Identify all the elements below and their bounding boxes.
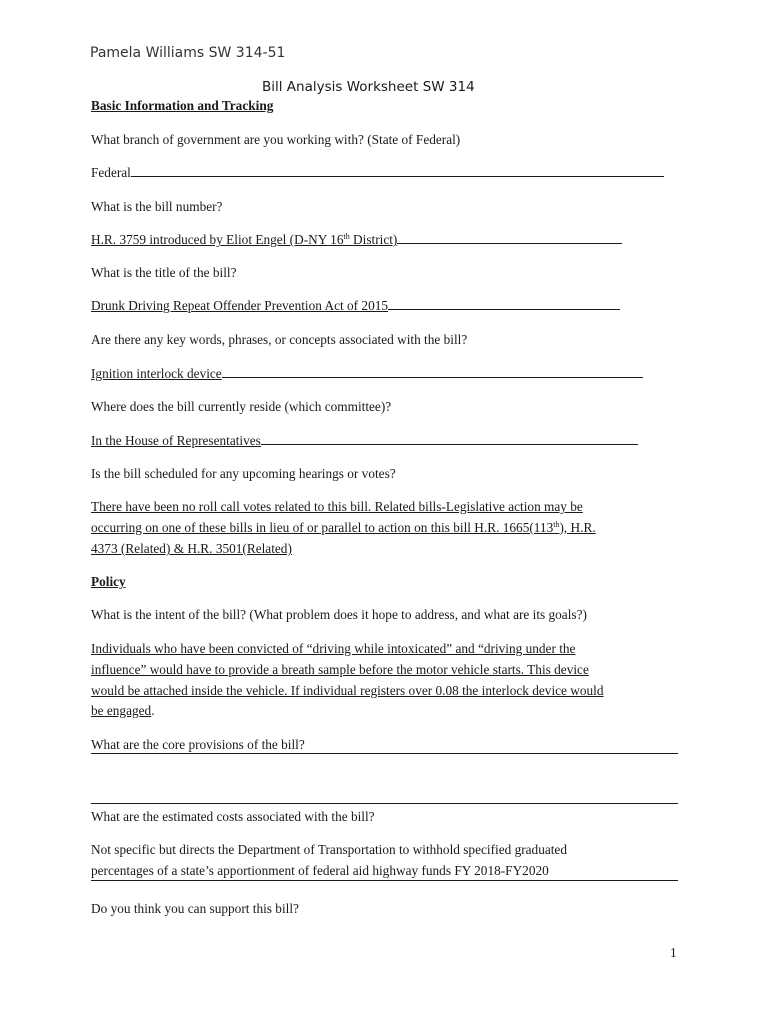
question-support: Do you think you can support this bill? [91, 901, 299, 916]
answer-bill-number-pre: H.R. 3759 introduced by Eliot Engel (D-NY 16 [91, 232, 344, 247]
answer-costs-line-2: percentages of a state’s apportionment of federal aid highway funds FY 2018-FY2020 [91, 863, 549, 878]
question-hearings: Is the bill scheduled for any upcoming hearings or votes? [91, 466, 396, 481]
answer-fill-line [388, 297, 620, 310]
question-intent: What is the intent of the bill? (What problem does it hope to address, and what are its goals?) [91, 607, 587, 622]
question-bill-number: What is the bill number? [91, 199, 223, 214]
answer-keywords [91, 365, 643, 382]
section-heading-policy: Policy [91, 574, 126, 589]
author-header: Pamela Williams SW 314-51 [90, 45, 286, 61]
answer-rule [91, 753, 678, 754]
answer-hearings-line-2-post: ), H.R. [559, 520, 596, 535]
answer-hearings-line-3: 4373 (Related) & H.R. 3501(Related) [91, 541, 292, 556]
answer-rule [91, 803, 678, 804]
answer-intent-line-4-text: be engaged [91, 703, 152, 718]
answer-rule [91, 880, 678, 881]
question-costs: What are the estimated costs associated with the bill? [91, 809, 375, 824]
answer-fill-line [131, 164, 664, 177]
answer-intent-line-1: Individuals who have been convicted of “driving while intoxicated” and “driving under the [91, 641, 576, 656]
page-number: 1 [670, 945, 677, 960]
answer-intent-line-2: influence” would have to provide a breath sample before the motor vehicle starts. This device [91, 662, 589, 677]
answer-hearings-line-1: There have been no roll call votes related to this bill. Related bills-Legislative action may be [91, 499, 583, 514]
answer-bill-title-text: Drunk Driving Repeat Offender Prevention Act of 2015 [91, 298, 389, 313]
answer-fill-line [261, 432, 638, 445]
answer-fill-line [222, 365, 643, 378]
question-reside: Where does the bill currently reside (which committee)? [91, 399, 392, 414]
question-bill-title: What is the title of the bill? [91, 265, 237, 280]
answer-reside [91, 432, 638, 449]
answer-fill-line [397, 231, 622, 244]
answer-hearings-line-2-pre: occurring on one of these bills in lieu of or parallel to action on this bill H.R. 1665(113 [91, 520, 554, 535]
answer-keywords-text: Ignition interlock device [91, 366, 222, 381]
question-provisions: What are the core provisions of the bill? [91, 737, 305, 752]
answer-bill-number [91, 231, 622, 248]
answer-intent-line-3: would be attached inside the vehicle. If individual registers over 0.08 the interlock device would [91, 683, 604, 698]
answer-intent-line-4 [91, 702, 155, 719]
answer-bill-number-post: District) [349, 232, 398, 247]
answer-reside-text: In the House of Representatives [91, 433, 261, 448]
answer-branch-text: Federal [91, 165, 131, 180]
answer-intent-line-4-tail: . [151, 703, 155, 718]
answer-costs-line-1: Not specific but directs the Department of Transportation to withhold specified graduated [91, 842, 567, 857]
question-keywords: Are there any key words, phrases, or concepts associated with the bill? [91, 332, 468, 347]
answer-hearings-line-2 [91, 519, 596, 536]
answer-bill-title [91, 297, 620, 314]
superscript: th [343, 232, 350, 241]
superscript: th [553, 520, 560, 529]
document-title: Bill Analysis Worksheet SW 314 [262, 79, 475, 95]
section-heading-basic-info: Basic Information and Tracking [91, 98, 274, 113]
question-branch: What branch of government are you working with? (State of Federal) [91, 132, 461, 147]
answer-branch [91, 164, 664, 181]
